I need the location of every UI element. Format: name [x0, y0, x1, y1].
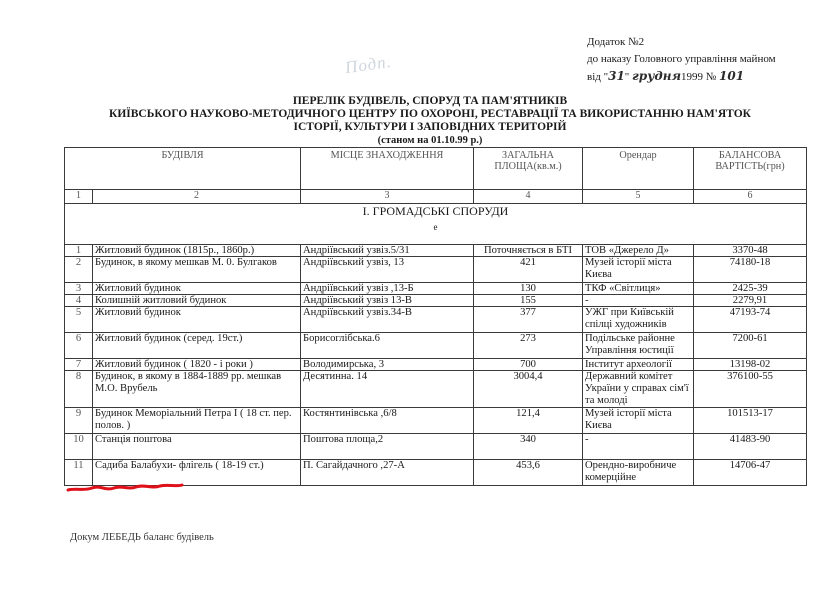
column-index-row	[65, 190, 807, 204]
area-cell: 453,6	[474, 460, 583, 486]
tenant-cell: ТКФ «Світлиця»	[583, 283, 694, 295]
col-index: 3	[301, 190, 474, 204]
col-header-value: БАЛАНСОВА ВАРТІСТЬ(грн)	[694, 148, 807, 190]
row-number: 2	[65, 257, 93, 283]
row-number: 6	[65, 333, 93, 359]
value-cell: 47193-74	[694, 307, 807, 333]
tenant-cell: Музей історії міста Києва	[583, 408, 694, 434]
faint-stamp: Подп.	[343, 51, 393, 78]
area-cell: 3004,4	[474, 371, 583, 408]
table-row	[65, 295, 807, 307]
date-month: грудня	[632, 69, 682, 83]
value-cell: 3370-48	[694, 245, 807, 257]
order-reference: до наказу Головного управління майном	[587, 53, 776, 65]
value-cell: 101513-17	[694, 408, 807, 434]
building-cell: Житловий будинок	[93, 283, 301, 295]
tenant-cell: Державний комітет України у справах сім'ї та молоді	[583, 371, 694, 408]
tenant-cell: Подільське районне Управління юстиції	[583, 333, 694, 359]
building-cell: Житловий будинок	[93, 307, 301, 333]
table-body	[65, 245, 807, 486]
section-mark: е	[433, 222, 438, 232]
section-row	[65, 204, 807, 245]
building-cell: Садиба Балабухи- флігель ( 18-19 ст.)	[93, 460, 301, 486]
appendix-title: Додаток №2	[587, 36, 645, 48]
area-cell: 130	[474, 283, 583, 295]
value-cell: 2425-39	[694, 283, 807, 295]
location-cell: Андріївський узвіз 13-В	[301, 295, 474, 307]
value-cell: 14706-47	[694, 460, 807, 486]
table-header-row	[65, 148, 807, 190]
location-cell: П. Сагайдачного ,27-А	[301, 460, 474, 486]
title-line-1: ПЕРЕЛІК БУДІВЕЛЬ, СПОРУД ТА ПАМ'ЯТНИКІВ	[292, 95, 568, 107]
red-stroke	[68, 485, 182, 490]
table-row	[65, 307, 807, 333]
table-row	[65, 408, 807, 434]
building-cell: Будинок, в якому мешкав М. 0. Булгаков	[93, 257, 301, 283]
value-cell: 2279,91	[694, 295, 807, 307]
col-header-building: БУДІВЛЯ	[65, 148, 301, 190]
col-index: 2	[93, 190, 301, 204]
appendix-header	[587, 34, 837, 86]
location-cell: Борисоглібська.6	[301, 333, 474, 359]
building-cell: Будинок, в якому в 1884-1889 рр. мешкав М.О. Врубель	[93, 371, 301, 408]
date-quote: "	[624, 71, 630, 83]
row-number: 11	[65, 460, 93, 486]
table-row	[65, 283, 807, 295]
title-date: (станом на 01.10.99 р.)	[377, 135, 483, 146]
tenant-cell: Орендно-виробниче комерційне	[583, 460, 694, 486]
area-cell: 700	[474, 359, 583, 371]
tenant-cell: Музей історії міста Києва	[583, 257, 694, 283]
value-cell: 7200-61	[694, 333, 807, 359]
col-header-area: ЗАГАЛЬНА ПЛОЩА(кв.м.)	[474, 148, 583, 190]
row-number: 10	[65, 434, 93, 460]
order-number: 101	[719, 69, 745, 83]
area-cell: Поточняється в БТІ	[474, 245, 583, 257]
location-cell: Десятинна. 14	[301, 371, 474, 408]
table-row	[65, 359, 807, 371]
value-cell: 41483-90	[694, 434, 807, 460]
building-cell: Житловий будинок ( 1820 - і роки )	[93, 359, 301, 371]
row-number: 9	[65, 408, 93, 434]
tenant-cell: Інститут археології	[583, 359, 694, 371]
tenant-cell: УЖГ при Київській спілці художників	[583, 307, 694, 333]
location-cell: Андріївський узвіз.5/31	[301, 245, 474, 257]
date-day: 31	[608, 69, 625, 83]
section-cell	[65, 204, 807, 245]
col-index: 1	[65, 190, 93, 204]
row-number: 5	[65, 307, 93, 333]
table-row	[65, 371, 807, 408]
buildings-table	[64, 147, 807, 486]
document-title	[60, 95, 800, 147]
location-cell: Володимирська, 3	[301, 359, 474, 371]
location-cell: Андріївський узвіз.34-В	[301, 307, 474, 333]
value-cell: 13198-02	[694, 359, 807, 371]
value-cell: 74180-18	[694, 257, 807, 283]
location-cell: Андріївський узвіз, 13	[301, 257, 474, 283]
col-header-location: МІСЦЕ ЗНАХОДЖЕННЯ	[301, 148, 474, 190]
footer-note: Докум ЛЕБЕДЬ баланс будівель	[70, 532, 214, 543]
location-cell: Поштова площа,2	[301, 434, 474, 460]
order-date	[587, 68, 837, 86]
row-number: 4	[65, 295, 93, 307]
date-year: 1999 №	[681, 71, 717, 83]
tenant-cell: -	[583, 434, 694, 460]
value-cell: 376100-55	[694, 371, 807, 408]
col-header-tenant: Орендар	[583, 148, 694, 190]
location-cell: Костянтинівська ,6/8	[301, 408, 474, 434]
area-cell: 273	[474, 333, 583, 359]
table-row	[65, 245, 807, 257]
area-cell: 155	[474, 295, 583, 307]
row-number: 7	[65, 359, 93, 371]
title-line-3: ІСТОРІЇ, КУЛЬТУРИ І ЗАПОВІДНИХ ТЕРИТОРІЙ	[293, 121, 567, 133]
col-index: 5	[583, 190, 694, 204]
building-cell: Колишній житловий будинок	[93, 295, 301, 307]
col-index: 4	[474, 190, 583, 204]
location-cell: Андріївський узвіз ,13-Б	[301, 283, 474, 295]
area-cell: 421	[474, 257, 583, 283]
date-prefix: від "	[587, 71, 609, 83]
area-cell: 121,4	[474, 408, 583, 434]
row-number: 3	[65, 283, 93, 295]
building-cell: Житловий будинок (1815р., 1860р.)	[93, 245, 301, 257]
tenant-cell: ТОВ «Джерело Д»	[583, 245, 694, 257]
tenant-cell: -	[583, 295, 694, 307]
section-title: І. ГРОМАДСЬКІ СПОРУДИ	[362, 204, 509, 218]
table-row	[65, 257, 807, 283]
area-cell: 377	[474, 307, 583, 333]
table-row	[65, 333, 807, 359]
building-cell: Житловий будинок (серед. 19ст.)	[93, 333, 301, 359]
area-cell: 340	[474, 434, 583, 460]
building-cell: Будинок Меморіальний Петра І ( 18 ст. пер. полов. )	[93, 408, 301, 434]
building-cell: Станція поштова	[93, 434, 301, 460]
row-number: 1	[65, 245, 93, 257]
red-underline-mark	[66, 476, 186, 496]
col-index: 6	[694, 190, 807, 204]
title-line-2: КИЇВСЬКОГО НАУКОВО-МЕТОДИЧНОГО ЦЕНТРУ ПО ОХОРОНІ, РЕСТАВРАЦІЇ ТА ВИКОРИСТАННЮ НАМ'ЯТОК	[109, 108, 751, 120]
row-number: 8	[65, 371, 93, 408]
table-row	[65, 434, 807, 460]
